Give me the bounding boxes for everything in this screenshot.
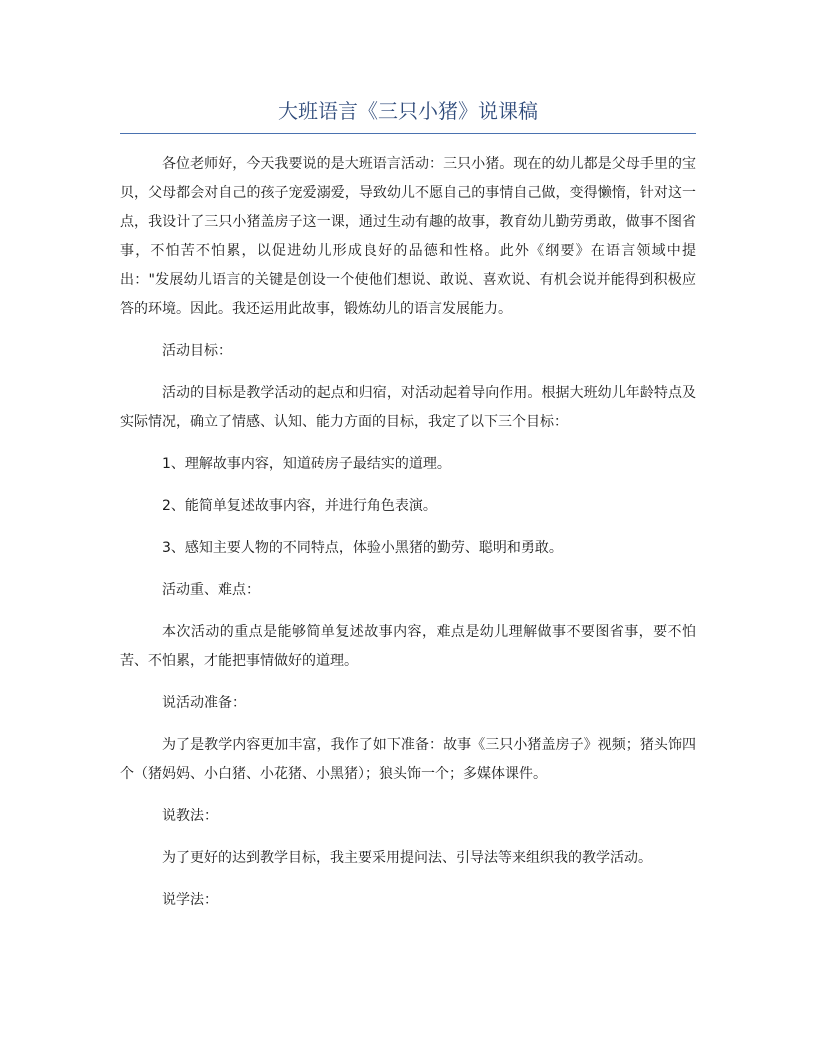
title-underline bbox=[120, 133, 696, 134]
heading-preparation: 说活动准备： bbox=[162, 695, 246, 711]
document-body bbox=[120, 150, 696, 928]
paragraph-key-points: 本次活动的重点是能够简单复述故事内容，难点是幼儿理解做事不要图省事，要不怕苦、不怕累，才能把事情做好的道理。 bbox=[120, 624, 696, 669]
heading-learning-method: 说学法： bbox=[162, 892, 218, 908]
goal-item-2: 2、能简单复述故事内容，并进行角色表演。 bbox=[162, 498, 437, 514]
goal-item-3: 3、感知主要人物的不同特点，体验小黑猪的勤劳、聪明和勇敢。 bbox=[162, 540, 563, 556]
goal-item-1: 1、理解故事内容，知道砖房子最结实的道理。 bbox=[162, 456, 451, 472]
paragraph-teaching-method: 为了更好的达到教学目标，我主要采用提问法、引导法等来组织我的教学活动。 bbox=[162, 850, 652, 866]
paragraph-goals: 活动的目标是教学活动的起点和归宿，对活动起着导向作用。根据大班幼儿年龄特点及实际情况，确立了情感、认知、能力方面的目标，我定了以下三个目标： bbox=[120, 385, 696, 430]
paragraph-intro: 各位老师好，今天我要说的是大班语言活动：三只小猪。现在的幼儿都是父母手里的宝贝，父母都会对自己的孩子宠爱溺爱，导致幼儿不愿自己的事情自己做，变得懒惰，针对这一点，我设计了三只小猪盖房子这一课，通过生动有趣的故事，教育幼儿勤劳勇敢，做事不图省事，不怕苦不怕累，以促进幼儿形成良好的品德和性格。此外《纲要》在语言领域中提出："发展幼儿语言的关键是创设一个使他们想说、敢说、喜欢说、有机会说并能得到积极应答的环境。因此。我还运用此故事，锻炼幼儿的语言发展能力。 bbox=[120, 156, 696, 317]
heading-teaching-method: 说教法： bbox=[162, 808, 218, 824]
document-title: 大班语言《三只小猪》说课稿 bbox=[278, 99, 538, 123]
heading-key-points: 活动重、难点： bbox=[162, 582, 260, 598]
paragraph-preparation: 为了是教学内容更加丰富，我作了如下准备：故事《三只小猪盖房子》视频；猪头饰四个（猪妈妈、小白猪、小花猪、小黑猪）；狼头饰一个；多媒体课件。 bbox=[120, 737, 696, 782]
heading-activity-goals: 活动目标： bbox=[162, 343, 232, 359]
